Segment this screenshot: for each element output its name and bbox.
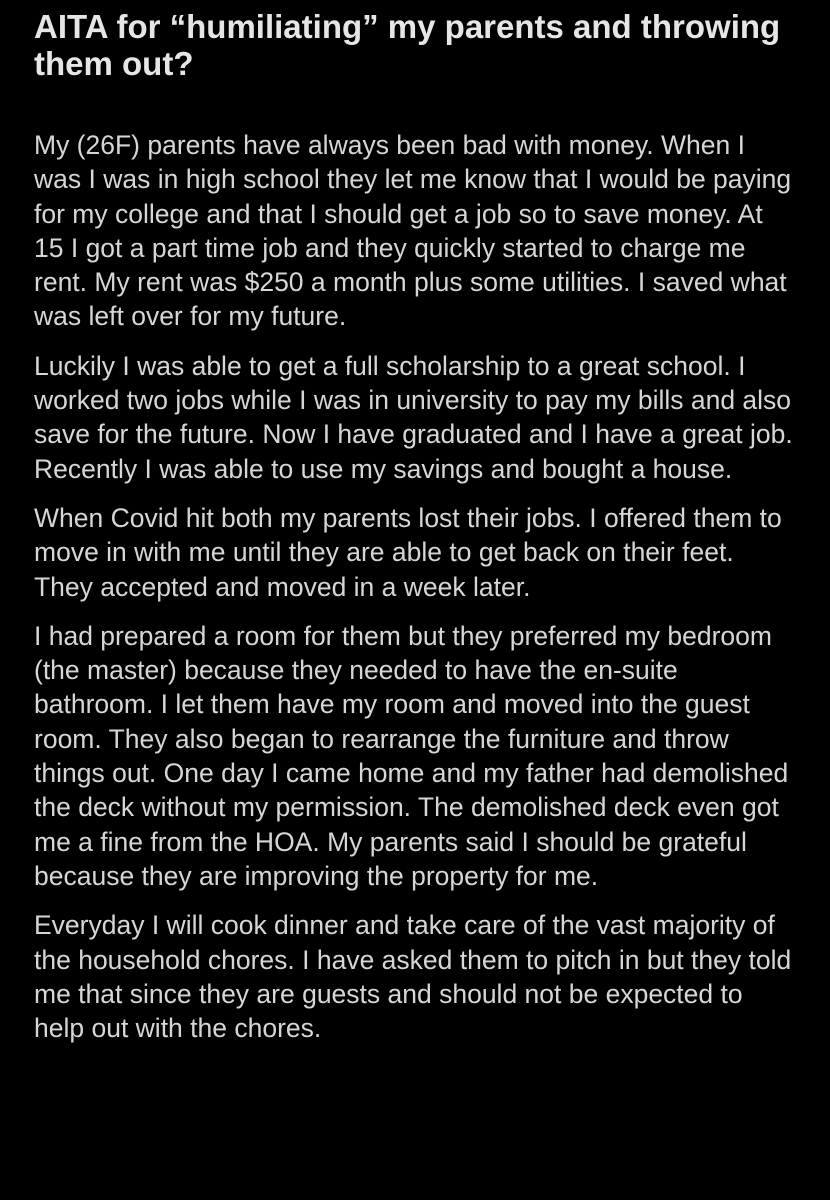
post-paragraph: Luckily I was able to get a full scholarship to a great school. I worked two jobs while I was in university to pay my bills and also save for the future. Now I have graduated and I have a great job. Recently I was able to use my savings and bought a house. xyxy=(34,350,793,484)
post-paragraph: I had prepared a room for them but they preferred my bedroom (the master) because they needed to have the en-suite bathroom. I let them have my room and moved into the guest room. They also began to rearrange the furniture and throw things out. One day I came home and my father had demolished the deck without my permission. The demolished deck even got me a fine from the HOA. My parents said I should be grateful because they are improving the property for me. xyxy=(34,620,789,891)
post-paragraph: When Covid hit both my parents lost their jobs. I offered them to move in with me until they are able to get back on their feet. They accepted and moved in a week later. xyxy=(34,502,782,602)
post-paragraph: Everyday I will cook dinner and take care of the vast majority of the household chores. I have asked them to pitch in but they told me that since they are guests and should not be expected to help out with the chores. xyxy=(34,910,792,1044)
post-paragraph: My (26F) parents have always been bad with money. When I was I was in high school they let me know that I would be paying for my college and that I should get a job so to save money. At 15 I got a part time job and they quickly started to charge me rent. My rent was $250 a month plus some utilities. I saved what was left over for my future. xyxy=(34,130,792,332)
post-body xyxy=(34,128,796,1045)
post-title: AITA for “humiliating” my parents and throwing them out? xyxy=(34,8,781,82)
